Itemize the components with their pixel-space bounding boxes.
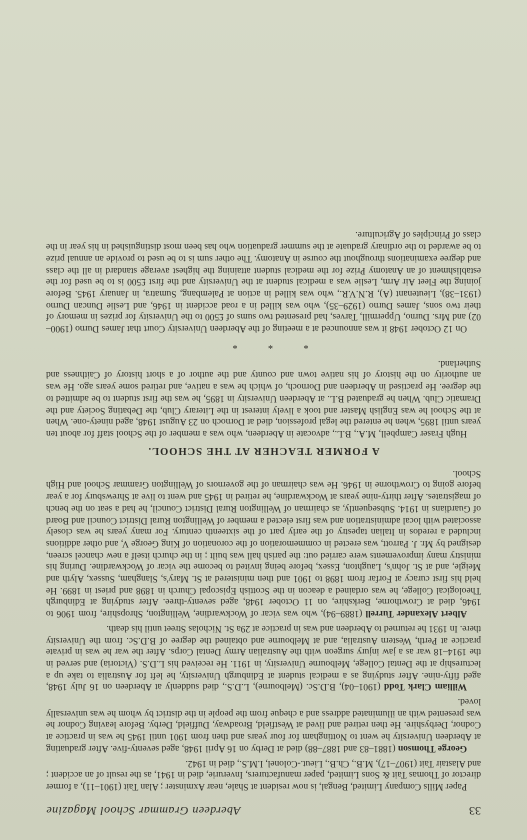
section-paragraph: Hugh Fraser Campbell, M.A., B.L., advocate in Aberdeen, who was a member of the School staff for about ten years until 1895, when he entered the legal profession, died at Dornoch on 23 August 1948, aged ninety-one. When at the School he was English Master and took a lively interest in the Literary Club, the Debating Society and the Dramatic Club. When he graduated B.L. at Aberdeen University in 1895, he was the first student to be admitted to the degree. He practised in Aberdeen and Dornoch, of which he was a native, and retired some years ago. He was an authority on the history of his native town and county and the author of a short history of Caithness and Sutherland. <box>46 357 481 439</box>
obituary-text: Paper Mills Company Limited, Bengal, is now resident at Shale, near Axminster ; Alan Tait (1901–11), a former director of Thomas Tait & Sons Limited, paper manufacturers, Inverurie, died in 1941, as the result of an accident ; and Alastair Tait (1907–17), M.B., Ch.B., Lieut.-Colonel, I.M.S., died in 1942. <box>46 757 481 791</box>
closing-paragraph: On 12 October 1948 it was announced at a meeting of the Aberdeen University Court that James Durno (1900–02) and Mrs. Durno, Uppermill, Tarves, had presented two sums of £500 to the University for prizes in memory of their two sons, James Durno (1929–35), who was killed in a road accident in 1946, and Leslie Duncan Durno (1931–38), Lieutenant (A), R.N.V.R., who was killed in action at Palembang, Sumatra, in January 1945. Before joining the Fleet Air Arm, Leslie was a medical student at the University and the first £500 is to be used for the establishment of an Anatomy Prize for the medical student attaining the highest average standard in all the class and degree examinations throughout the course in Anatomy. The other sum is to be used to provide an annual prize to be awarded to the ordinary graduate at the summer graduation who has been most distinguished in his year in the class of Principles of Agriculture. <box>46 229 481 334</box>
obituary-name: Albert Alexander Turrell <box>365 608 467 619</box>
obituary-paragraph <box>46 756 481 791</box>
page-number: 33 <box>469 804 481 818</box>
separator-stars: * * * <box>218 339 309 351</box>
obituary-name: William Clark Todd <box>384 681 467 692</box>
obituary-text: (1881–83 and 1887–88) died at Derby on 16 April 1948, aged seventy-five. After graduating at Aberdeen University he went to Nottingham for four years and then from 1901 until 1945 he was in practice at Codnor, Derbyshire. He then retired and lived at Westfield, Broadway, Duffield, Derby. Before leaving Codnor he was presented with an illuminated address and a cheque from the people in the district by whom he was universally loved. <box>46 696 481 753</box>
magazine-title: Aberdeen Grammar School Magazine <box>46 804 241 818</box>
obituary-paragraph <box>46 694 481 753</box>
obituary-text: (1901–04), B.D.Sc. (Melbourne), L.D.S., died suddenly at Aberdeen on 16 July 1948, aged fifty-nine. After studying as a medical student at Edinburgh University, he left for Australia to take up a lectureship at the Dental College, Melbourne University, in 1911. He received his L.D.S. (Victoria) and served in the 1914–18 war as a jaw injury surgeon with the Australian Army Dental Corps. After the war he was in private practice at Perth, Western Australia, and at Melbourne and obtained the degree of B.D.Sc. from the University there. In 1931 he returned to Aberdeen and was in practice at 29a St. Nicholas Street until his death. <box>45 622 481 692</box>
page-header <box>46 803 481 818</box>
obituary-text: (1889–94), who was vicar of Wockwardine, Wellington, Shropshire, from 1906 to 1946, died at Crowthorne, Berkshire, on 11 October 1948, aged seventy-three. After studying at Edinburgh Theological College, he was ordained a deacon in the Scottish Episcopal Church in 1898 and priest in 1899. He held his first curacy at Forfar from 1898 to 1901 and then ministered at St. Mary's, Slangham, Sussex, Alyth and Meigle, and at St. John's, Laughton, Essex, before being invited to become the vicar of Wockwardine. During his ministry many improvements were carried out: the parish hall was built ; in the church itself a new chancel screen, designed by Mr. J. Parrott, was erected in commemoration of the coronation of King George V, and other additions included a reredos in Italian tapestry of the early part of the sixteenth century. For many years he was closely associated with local administration and was first elected a member of Wellington Rural District Council and Board of Guardians in 1914. Subsequently, as chairman of Wellington Rural District Council, he had a seat on the bench of magistrates. After thirty-nine years at Wockwardine, he retired in 1945 and went to live at Shrewsbury for a year before going to Crowthorne in 1946. He was chairman of the governors of Wellington Grammar School and High School. <box>45 467 481 619</box>
obituary-paragraph <box>46 621 481 691</box>
section-heading: A FORMER TEACHER AT THE SCHOOL. <box>147 445 380 457</box>
obituary-paragraph <box>46 466 481 618</box>
obituary-name: George Thomson <box>397 742 467 753</box>
